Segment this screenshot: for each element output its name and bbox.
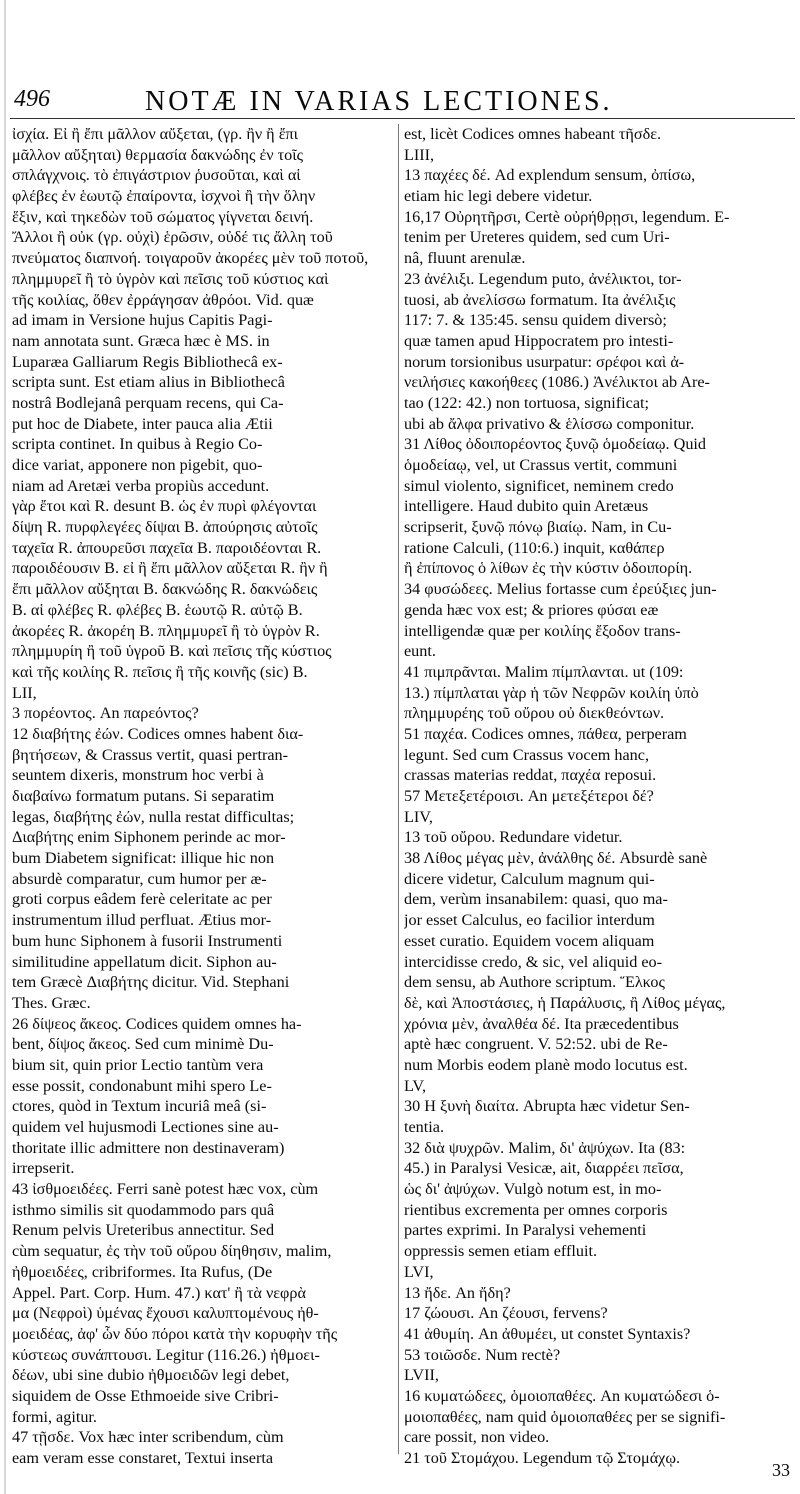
text-line: ad imam in Versione hujus Capitis Pagi- <box>12 311 273 330</box>
text-line: 23 ἀνέλιξι. Legendum puto, ἀνέλικτοι, tor- <box>404 269 682 288</box>
text-line: 34 φυσώδεες. Melius fortasse cum ἐρεύξιες jun- <box>404 580 717 599</box>
text-line: isthmo similis sit quodammodo pars quâ <box>12 1200 275 1219</box>
text-line: δὲ, καὶ Ἀποστάσιες, ἡ Παράλυσις, ἢ Λίθος μέγας, <box>404 993 726 1012</box>
header-rule <box>10 118 795 119</box>
text-line: ἀκορέες R. ἀκορέη B. πλημμυρεῖ ἢ τὸ ὑγρὸν R. <box>12 621 320 640</box>
right-column <box>404 124 790 1469</box>
text-line: μᾶλλον αὔξηται) θερμασία δακνώδης ἐν τοῖς <box>12 145 303 164</box>
text-line: 43 ἰσθμοειδέες. Ferri sanè potest hæc vox, cùm <box>12 1180 319 1199</box>
text-line: tuosi, ab ἀνελίσσω formatum. Ita ἀνέλιξις <box>404 290 676 309</box>
text-line: tem Græcè Διαβήτης dicitur. Vid. Stephani <box>12 973 290 992</box>
text-line: legunt. Sed cum Crassus vocem hanc, <box>404 745 650 764</box>
text-line: Renum pelvis Ureteribus annectitur. Sed <box>12 1221 275 1240</box>
text-line: μα (Νεφροὶ) ὑμένας ἔχουσι καλυπτομένους ἠθ- <box>12 1304 319 1323</box>
text-line: num Morbis eodem planè modo locutus est. <box>404 1055 688 1074</box>
text-line: Διαβήτης enim Siphonem perinde ac mor- <box>12 828 286 847</box>
text-line: 16,17 Οὐρητῆρσι, Certè οὐρήθρῃσι, legendum. E- <box>404 207 730 226</box>
text-line: LIII, <box>404 145 435 164</box>
text-line: legas, διαβήτης ἐών, nulla restat difficultas; <box>12 807 295 826</box>
text-line: genda hæc vox est; & priores φύσαι eæ <box>404 600 659 619</box>
text-line: 30 Η ξυνὴ διαίτα. Abrupta hæc videtur Sen- <box>404 1097 690 1116</box>
text-line: quidem vel hujusmodi Lectiones sine au- <box>12 1118 279 1136</box>
text-line: χρόνια μὲν, ἀναλθέα δέ. Ita præcedentibus <box>404 1014 679 1033</box>
text-line: 38 Λίθος μέγας μὲν, ἀνάλθης δέ. Absurdè sanè <box>404 849 708 868</box>
text-line: 16 κυματώδεες, ὁμοιοπαθέες. An κυματώδεσι ὁ- <box>404 1386 720 1405</box>
text-line: simul violento, significet, neminem credo <box>404 476 674 495</box>
text-line: LV, <box>404 1076 427 1095</box>
text-line: tenim per Ureteres quidem, sed cum Uri- <box>404 228 670 247</box>
text-line: norum torsionibus usurpatur: σρέφοι καὶ ἀ- <box>404 352 685 371</box>
text-line: LIV, <box>404 807 433 826</box>
text-line: 13 τοῦ οὔρου. Redundare videtur. <box>404 828 623 847</box>
text-line: Luparæa Galliarum Regis Bibliothecâ ex- <box>12 352 283 371</box>
text-line: 41 πιμπρᾶνται. Malim πίμπλανται. ut (109: <box>404 662 684 681</box>
text-line: σπλάγχνοις. τὸ ἐπιγάστριον ῥυσοῦται, καὶ αἱ <box>12 166 301 185</box>
text-line: LII, <box>12 683 37 702</box>
text-line: ὁμοδείαῳ, vel, ut Crassus vertit, communi <box>404 456 678 474</box>
text-line: 31 Λίθος ὀδοιπορέοντος ξυνῷ ὁμοδείαῳ. Quid <box>404 435 707 454</box>
text-line: put hoc de Diabete, inter pauca alia Ætii <box>12 414 273 433</box>
running-header <box>0 86 800 120</box>
text-line: oppressis semen etiam effluit. <box>404 1242 598 1261</box>
text-line: 17 ζώουσι. An ζέουσι, fervens? <box>404 1304 608 1323</box>
text-line: niam ad Aretæi verba propiùs accedunt. <box>12 476 270 495</box>
text-line: ἠθμοειδέες, cribriformes. Ita Rufus, (De <box>12 1262 273 1281</box>
text-line: cùm sequatur, ἐς τὴν τοῦ οὔρου δίηθησιν, malim, <box>12 1242 332 1261</box>
text-line: διαβαίνω formatum putans. Si separatim <box>12 787 275 805</box>
text-line: LVII, <box>404 1366 439 1385</box>
text-line: ταχεῖα R. ἀπουρεῦσι παχεῖα B. παροιδέονται R. <box>12 538 322 557</box>
text-line: 3 πορέοντος. An παρεόντος? <box>12 704 199 723</box>
text-line: intelligendæ quæ per κοιλίης ἔξοδον trans- <box>404 621 681 640</box>
text-line: 41 ἀθυμίη. An ἀθυμέει, ut constet Syntaxis? <box>404 1324 691 1343</box>
text-line: 13 ἤδε. An ἤδη? <box>404 1283 511 1302</box>
column-divider <box>398 124 399 1454</box>
text-line: etiam hic legi debere videtur. <box>404 187 593 206</box>
text-line: 53 τοιῶσδε. Num rectè? <box>404 1345 561 1364</box>
text-line: βητήσεων, & Crassus vertit, quasi pertran- <box>12 745 289 764</box>
text-line: tao (122: 42.) non tortuosa, significat; <box>404 393 650 412</box>
text-line: aptè hæc congruent. V. 52:52. ubi de Re- <box>404 1035 668 1054</box>
text-line: ratione Calculi, (110:6.) inquit, καθάπερ <box>404 538 665 557</box>
text-line: esset curatio. Equidem vocem aliquam <box>404 931 655 950</box>
text-line: irrepserit. <box>12 1159 75 1178</box>
text-line: esse possit, condonabunt mihi spero Le- <box>12 1076 272 1095</box>
text-line: ἢ ἐπίπονος ὁ λίθων ἐς τὴν κύστιν ὁδοιπορίη. <box>404 559 693 578</box>
text-line: dem, verùm insanabilem: quasi, quo ma- <box>404 890 668 909</box>
text-line: ἔπι μᾶλλον αὔξηται B. δακνώδης R. δακνώδεις <box>12 580 318 599</box>
text-line: 32 διὰ ψυχρῶν. Malim, δι' ἀψύχων. Ita (83: <box>404 1138 686 1157</box>
text-line: dicere videtur, Calculum magnum qui- <box>404 869 655 888</box>
text-line: absurdè comparatur, cum humor per æ- <box>12 869 267 888</box>
text-line: δέων, ubi sine dubio ἠθμοειδῶν legi debet, <box>12 1366 290 1385</box>
text-line: jor esset Calculus, eo facilior interdum <box>404 911 655 930</box>
text-line: bent, δίψος ἄκεος. Sed cum minimè Du- <box>12 1035 274 1054</box>
text-line: thoritate illic admittere non destinaveram) <box>12 1138 285 1157</box>
text-line: 12 διαβήτης ἐών. Codices omnes habent δια- <box>12 724 304 743</box>
text-line: Ἄλλοι ἢ οὐκ (γρ. οὐχὶ) ἑρῶσιν, οὐδέ τις ἄλλη τοῦ <box>12 228 333 247</box>
text-line: seuntem dixeris, monstrum hoc verbi à <box>12 766 264 785</box>
text-line: scripta sunt. Est etiam alius in Bibliothecâ <box>12 373 285 392</box>
text-line: nostrâ Bodlejanâ perquam recens, qui Ca- <box>12 393 284 412</box>
text-line: δίψη R. πυρφλεγέες δίψαι B. ἀπούρησις αὐτοῖς <box>12 518 318 537</box>
text-line: 21 τοῦ Στομάχου. Legendum τῷ Στομάχῳ. <box>404 1449 681 1467</box>
text-line: ἰσχία. Εἰ ἢ ἔπι μᾶλλον αὔξεται, (γρ. ἢν ἢ ἔπι <box>12 125 299 143</box>
text-line: intercidisse credo, & sic, vel aliquid eo- <box>404 952 663 971</box>
left-column <box>12 124 394 1469</box>
text-line: nam annotata sunt. Græca hæc è MS. in <box>12 331 270 350</box>
text-line: πλημμυρέης τοῦ οὔρου οὐ διεκθεόντων. <box>404 704 665 723</box>
text-line: 57 Μετεξετέροισι. An μετεξέτεροι δέ? <box>404 787 654 805</box>
text-line: bium sit, quin prior Lectio tantùm vera <box>12 1055 264 1074</box>
text-line: dice variat, apponere non pigebit, quo- <box>12 456 263 474</box>
text-line: παροιδέουσιν B. εἰ ἢ ἔπι μᾶλλον αὔξεται R. ἢν ἢ <box>12 559 328 578</box>
text-line: nâ, fluunt arenulæ. <box>404 249 526 268</box>
text-line: 13.) πίμπλαται γὰρ ἡ τῶν Νεφρῶν κοιλίη ὑπὸ <box>404 683 699 702</box>
text-line: Appel. Part. Corp. Hum. 47.) κατ' ἢ τὰ νεφρὰ <box>12 1283 306 1302</box>
text-line: crassas materias reddat, παχέα reposui. <box>404 766 657 785</box>
text-line: πλημμυρίη ἢ τοῦ ὑγροῦ B. καὶ πεῖσις τῆς κύστιος <box>12 642 332 661</box>
text-line: bum Diabetem significat: illique hic non <box>12 849 275 868</box>
text-line: scripserit, ξυνῷ πόνῳ βιαίῳ. Nam, in Cu- <box>404 518 672 537</box>
page-number: 496 <box>14 86 50 112</box>
text-line: πνεύματος διαπνοή. τοιγαροῦν ἀκορέες μὲν τοῦ ποτοῦ, <box>12 249 369 268</box>
text-line: 13 παχέες δέ. Ad explendum sensum, ὀπίσω, <box>404 166 696 185</box>
text-line: ἕξιν, καὶ τηκεδὼν τοῦ σώματος γίγνεται δεινή. <box>12 207 314 226</box>
text-line: rientibus excrementa per omnes corporis <box>404 1200 668 1219</box>
text-line: care possit, non video. <box>404 1428 550 1447</box>
text-line: eam veram esse constaret, Textui inserta <box>12 1449 274 1467</box>
text-line: ctores, quòd in Textum incuriâ meâ (si- <box>12 1097 267 1116</box>
text-line: siquidem de Osse Ethmoeide sive Cribri- <box>12 1386 279 1405</box>
text-line: καὶ τῆς κοιλίης R. πεῖσις ἢ τῆς κοινῆς (sic) B. <box>12 662 308 681</box>
text-line: B. αἱ φλέβες R. φλέβες B. ἑωυτῷ R. αὐτῷ B. <box>12 600 303 619</box>
text-line: quæ tamen apud Hippocratem pro intesti- <box>404 331 674 350</box>
text-line: groti corpus eâdem ferè celeritate ac per <box>12 890 272 909</box>
text-line: scripta continet. In quibus à Regio Co- <box>12 435 263 454</box>
page-edge <box>4 0 6 1494</box>
text-line: τῆς κοιλίας, ὅθεν ἐρράγησαν ἀθρόοι. Vid. quæ <box>12 290 314 309</box>
text-line: ὡς δι' ἀψύχων. Vulgò notum est, in mo- <box>404 1180 662 1199</box>
text-line: 45.) in Paralysi Vesicæ, ait, διαρρέει πεῖσα, <box>404 1159 684 1178</box>
signature-mark: 33 <box>772 1460 790 1480</box>
text-line: πλημμυρεῖ ἢ τὸ ὑγρὸν καὶ πεῖσις τοῦ κύστιος καὶ <box>12 269 329 288</box>
text-line: eunt. <box>404 642 436 661</box>
text-line: dem sensu, ab Authore scriptum. Ἕλκος <box>404 973 665 992</box>
text-line: bum hunc Siphonem à fusorii Instrumenti <box>12 931 283 950</box>
text-line: κύστεως συνάπτουσι. Legitur (116.26.) ἠθμοει- <box>12 1345 320 1364</box>
text-line: φλέβες ἐν ἑωυτῷ ἐπαίροντα, ἰσχνοὶ ἢ τὴν ὅλην <box>12 187 316 206</box>
text-line: LVI, <box>404 1262 434 1281</box>
text-line: 26 δίψεος ἄκεος. Codices quidem omnes ha- <box>12 1014 302 1033</box>
text-line: intelligere. Haud dubito quin Aretæus <box>404 497 649 516</box>
text-line: γὰρ ἔτοι καὶ R. desunt B. ὡς ἐν πυρὶ φλέγονται <box>12 497 317 516</box>
text-line: νειλήσιες κακοήθεες (1086.) Ἀνέλικτοι ab Are- <box>404 373 710 392</box>
text-line: tentia. <box>404 1118 445 1136</box>
text-line: formi, agitur. <box>12 1407 97 1426</box>
text-line: 117: 7. & 135:45. sensu quidem diversò; <box>404 311 667 330</box>
text-line: partes exprimi. In Paralysi vehementi <box>404 1221 647 1240</box>
text-line: μοιοπαθέες, nam quid ὁμοιοπαθέες per se signifi- <box>404 1407 726 1426</box>
text-line: ubi ab ἄλφα privativo & ἑλίσσω componitur. <box>404 414 695 433</box>
page-title: NOTÆ IN VARIAS LECTIONES. <box>145 86 613 117</box>
text-line: μοειδέας, ἀφ' ὧν δύο πόροι κατὰ τὴν κορυφὴν τῆς <box>12 1324 338 1343</box>
text-line: similitudine appellatum dicit. Siphon au- <box>12 952 277 971</box>
text-line: 47 τῇσδε. Vox hæc inter scribendum, cùm <box>12 1428 284 1447</box>
text-line: 51 παχέα. Codices omnes, πάθεα, perperam <box>404 724 687 743</box>
text-line: Thes. Græc. <box>12 993 91 1012</box>
text-line: instrumentum illud perfluat. Ætius mor- <box>12 911 272 930</box>
text-line: est, licèt Codices omnes habeant τῆσδε. <box>404 125 662 143</box>
